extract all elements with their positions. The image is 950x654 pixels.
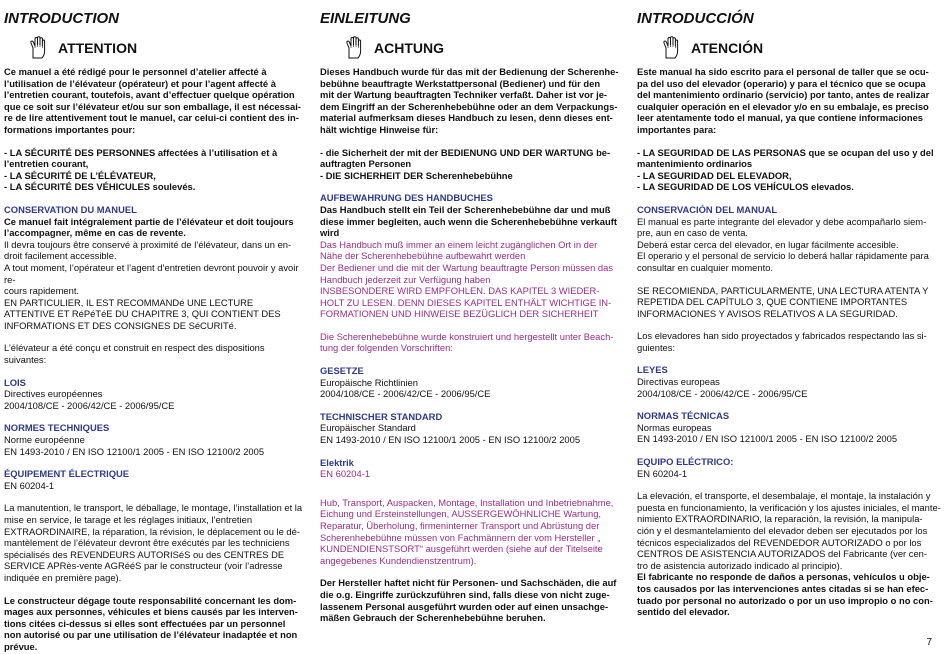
electrical-text: EN 60204-1	[637, 467, 688, 479]
heading-standards: NORMAS TÉCNICAS	[637, 410, 730, 422]
laws-text: Europäische Richtlinien 2004/108/CE - 2006/42/CE - 2006/95/CE	[320, 376, 491, 400]
intro-paragraph: Este manual ha sido escrito para el personal de taller que se ocu- pa del uso del elevador (operario) y para el técnico que se ocupa del mantenimiento ordinario (servicio) por tanto, antes de realizar cualquier operación en el elevador y/o en su embalaje, es preciso leer atentamente todo el manual, ya que contiene informaciones importantes para:	[637, 66, 930, 135]
safety-list: - die Sicherheit der mit der BEDIENUNG UND DER WARTUNG be- auftragten Personen - DIE SICHERHEIT DER Scherenhebebühne	[320, 146, 611, 181]
standards-text: Europäischer Standard EN 1493-2010 / EN ISO 12100/1 2005 - EN ISO 12100/2 2005	[320, 422, 581, 446]
heading-electrical: Elektrik	[320, 456, 354, 468]
pointing-hand-icon	[659, 36, 683, 60]
regulations-intro: Los elevadores han sido proyectados y fabricados respectando las si- guientes:	[637, 330, 927, 353]
chapter-3-notice: SE RECOMIENDA, PARTICULARMENTE, UNA LECTURA ATENTA Y REPETIDA DEL CAPÍTULO 3, QUE CONTIENE IMPORTANTES INFORMACIONES Y AVISOS RELATIVOS A LA SEGURIDAD.	[637, 284, 929, 319]
attention-heading	[659, 34, 941, 62]
liability-paragraph: Der Hersteller haftet nicht für Personen- und Sachschäden, die auf die o.g. Eingriffe zurückzuführen sind, falls diese von nicht zuge- lassenem Personal ausgeführt wurden oder auf einen unsachge- mäßen Gebrauch der Scherenhebebühne beruhen.	[320, 577, 617, 624]
laws-text: Directivas europeas 2004/108/CE - 2006/42/CE - 2006/95/CE	[637, 376, 808, 399]
column-french	[4, 6, 308, 653]
section-title: INTRODUCCIÓN	[637, 10, 754, 27]
attention-label: ATTENTION	[58, 40, 138, 56]
electrical-text: EN 60204-1	[320, 468, 371, 480]
electrical-text: EN 60204-1	[4, 479, 55, 491]
pointing-hand-icon	[26, 36, 50, 60]
regulations-intro: L’élévateur a été conçu et construit en respect des dispositions suivantes:	[4, 342, 265, 366]
column-german	[320, 6, 624, 624]
heading-electrical: ÉQUIPEMENT ÉLECTRIQUE	[4, 468, 130, 480]
attention-heading	[26, 34, 308, 62]
section-title: EINLEITUNG	[320, 10, 411, 27]
service-paragraph: La manutention, le transport, le déballage, le montage, l’installation et la mise en service, le tarage et les réglages initiaux, l’entretien EXTRAORDINAIRE, la réparation, la révision, le déplacement ou le dé- mantèlement de l’élévateur devront être exécutés par les techniciens spécialisés des REVENDEURS AUTORISéS ou des CENTRES DE SERVICE APRès-vente AGRééS par le constructeur (voir l’adresse indiquée en première page).	[4, 502, 303, 583]
pointing-hand-icon	[342, 36, 366, 60]
storage-detail: Das Handbuch muß immer an einem leicht zugänglichen Ort in der Nähe der Scherenhebebühne aufbewahrt werden Der Bediener und die mit der Wartung beauftragte Person müssen das Handbuch jederzeit zur Verfügung haben INSBESONDERE WIRD EMPFOHLEN. DAS KAPITEL 3 WIEDER- HOLT ZU LESEN. DENN DIESES KAPITEL ENTHÄLT WICHTIGE IN- FORMATIONEN UND HINWEISE BEZÜGLICH DER SICHERHEIT	[320, 238, 614, 320]
liability-paragraph: Le constructeur dégage toute responsabilité concernant les dom- mages aux personnes, véhicules et biens causés par les interven- tions citées ci-dessus si elles sont effectuées par un personnel non autorisé ou par une utilisation de l’élévateur inadaptée et non prévue.	[4, 594, 298, 652]
conservation-text: Ce manuel fait intégralement partie de l’élévateur et doit toujours l’accompagner, même en cas de revente.	[4, 215, 294, 239]
heading-electrical: EQUIPO ELÉCTRICO:	[637, 456, 734, 468]
safety-list: - LA SÉCURITÉ DES PERSONNES affectées à l’utilisation et à l’entretien courant, - LA SÉCURITÉ DE L’ÉLÉVATEUR, - LA SÉCURITÉ DES VÉHICULES soulevés.	[4, 146, 278, 193]
heading-standards: TECHNISCHER STANDARD	[320, 410, 443, 422]
page-number: 7	[926, 637, 932, 648]
heading-conservation: CONSERVACIÓN DEL MANUAL	[637, 203, 778, 215]
standards-text: Normas europeas EN 1493-2010 / EN ISO 12100/1 2005 - EN ISO 12100/2 2005	[637, 421, 898, 445]
chapter-3-notice: EN PARTICULIER, IL EST RECOMMANDé UNE LECTURE ATTENTIVE ET RéPéTéE DU CHAPITRE 3, QUI CONTIENT DES INFORMATIONS ET DES CONSIGNES DE SéCURITé.	[4, 296, 281, 331]
standards-text: Norme européenne EN 1493-2010 / EN ISO 12100/1 2005 - EN ISO 12100/2 2005	[4, 434, 265, 457]
attention-label: ACHTUNG	[374, 40, 444, 56]
heading-conservation: CONSERVATION DU MANUEL	[4, 203, 137, 215]
section-title: INTRODUCTION	[4, 10, 119, 27]
service-paragraph: Hub, Transport, Auspacken, Montage, Installation und Inbetriebnahme, Eichung und Ersteinstellungen, AUSSERGEWÖHNLICHE Wartung, Reparatur, Überholung, firmeninterner Transport und Abrüstung der Scherenhebebühne müssen von Fachmännern der vom Hersteller „ KUNDENDIENSTSORT“ ausgeführt werden (siehe auf der Titelseite angegebenes Kundendienstzentrum).	[320, 496, 614, 566]
storage-text: Das Handbuch stellt ein Teil der Scherenhebebühne dar und muß diese immer begleiten, auch wenn die Scherenhebebühne verkauft wird	[320, 203, 617, 239]
conservation-detail: Il devra toujours être conservé à proximité de l’élévateur, dans un en- droit facilement accessible. A tout moment, l’opérateur et l’agent d’entretien devront pouvoir y avoir re- cours rapidement.	[4, 238, 299, 297]
intro-paragraph: Ce manuel a été rédigé pour le personnel d’atelier affecté à l’utilisation de l’élévateur (opérateur) et pour l’agent affecté à l’entretien courant, toutefois, avant d’effectuer quelque opération que ce soit sur l’élévateur et/ou sur son emballage, il est nécessai- re de lire attentivement tout le manuel, car celui-ci contient des in- formations importantes pour:	[4, 66, 301, 135]
liability-paragraph: El fabricante no responde de daños a personas, vehículos u obje- tos causados por las intervenciones antes citadas si se han efec- tuado por personal no autorizado o por un uso impropio o no con- sentido del elevador.	[637, 571, 933, 618]
heading-laws: GESETZE	[320, 365, 364, 377]
attention-label: ATENCIÓN	[691, 40, 764, 56]
attention-heading	[342, 34, 624, 62]
regulations-intro: Die Scherenhebebühne wurde konstruiert und hergestellt unter Beach- tung der folgenden Vorschriften:	[320, 330, 614, 354]
intro-paragraph: Dieses Handbuch wurde für das mit der Bedienung der Scherenhe- bebühne beauftragte Werkstattpersonal (Bediener) und für den mit der Wartung beauftragten Techniker verfaßt. Daher ist vor je- dem Eingriff an der Scherenhebebühne oder an dem Verpackungs- material aufmerksam dieses Handbuch zu lesen, denn dieses ent- hält wichtige Hinweise für:	[320, 66, 619, 135]
heading-standards: NORMES TECHNIQUES	[4, 422, 110, 434]
heading-laws: LOIS	[4, 376, 26, 388]
conservation-text: El manual es parte integrante del elevador y debe acompañarlo siem- pre, aun en caso de venta. Deberá estar cerca del elevador, en lugar fácilmente accesible. El operario y el personal de servicio lo deberá hallar rápidamente para consultar en cualquier momento.	[637, 215, 929, 273]
heading-laws: LEYES	[637, 364, 668, 376]
column-spanish	[637, 6, 941, 618]
heading-storage: AUFBEWAHRUNG DES HANDBUCHES	[320, 192, 493, 204]
service-paragraph: La elevación, el transporte, el desembalaje, el montaje, la instalación y puesta en funcionamiento, la verificación y los ajustes iniciales, el mante- nimiento EXTRAORDINARIO, la reparación, la revisión, la manipula- ción y el desmantelamiento del elevador deben ser ejecutados por los técnicos especializados del REVENDEDOR AUTORIZADO o por los CENTROS DE ASISTENCIA AUTORIZADOS del Fabricante (ver cen- tro de asistencia autorizado indicado al principio).	[637, 490, 941, 571]
safety-list: - LA SEGURIDAD DE LAS PERSONAS que se ocupan del uso y del mantenimiento ordinarios - LA SEGURIDAD DEL ELEVADOR, - LA SEGURIDAD DE LOS VEHÍCULOS elevados.	[637, 146, 934, 193]
laws-text: Directives européennes 2004/108/CE - 2006/42/CE - 2006/95/CE	[4, 388, 175, 411]
